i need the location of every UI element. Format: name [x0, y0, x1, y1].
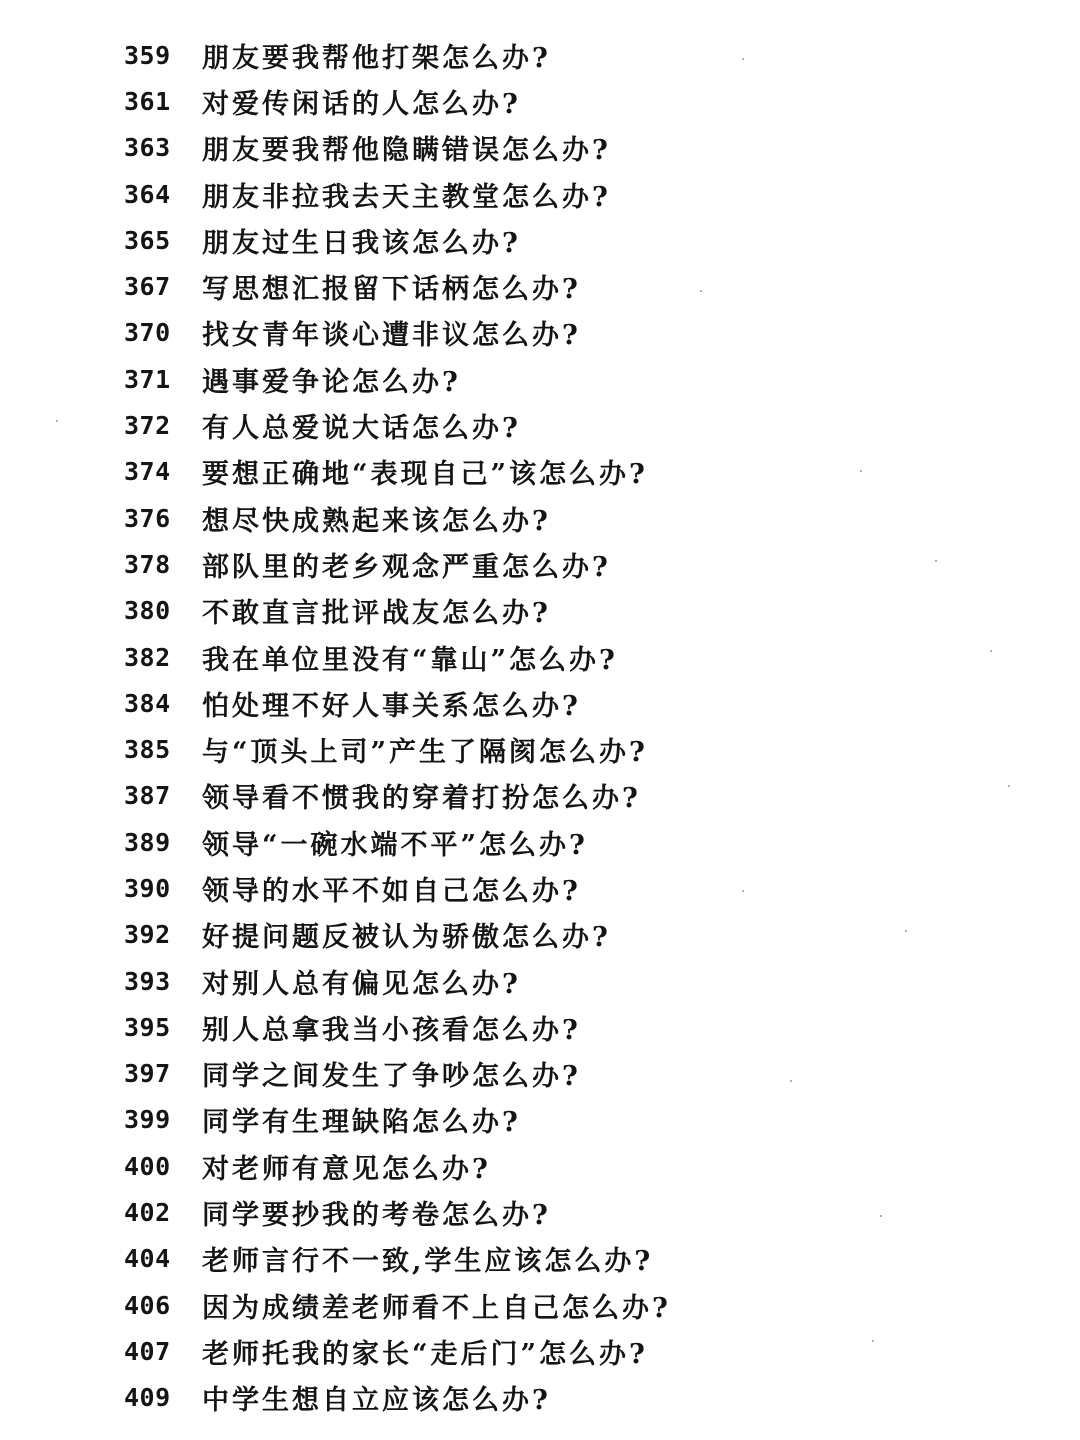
scan-speck — [990, 650, 992, 652]
toc-entry — [124, 634, 1024, 680]
toc-entry — [124, 819, 1024, 865]
entry-title: 同学有生理缺陷怎么办? — [202, 1107, 521, 1139]
entry-title: 有人总爱说大话怎么办? — [202, 413, 521, 445]
toc-entry — [124, 588, 1024, 634]
entry-title: 不敢直言批评战友怎么办? — [202, 598, 551, 630]
toc-entry — [124, 171, 1024, 217]
page-number: 370 — [124, 318, 171, 348]
toc-entry — [124, 1143, 1024, 1189]
toc-entry — [124, 125, 1024, 171]
toc-entry — [124, 32, 1024, 78]
table-of-contents — [124, 32, 1024, 1421]
page-number: 385 — [124, 735, 171, 765]
toc-entry — [124, 217, 1024, 263]
entry-title: 对爱传闲话的人怎么办? — [202, 88, 521, 120]
scan-speck — [880, 1215, 882, 1217]
toc-entry — [124, 1051, 1024, 1097]
entry-title: 部队里的老乡观念严重怎么办? — [202, 551, 611, 583]
entry-title: 领导看不惯我的穿着打扮怎么办? — [202, 783, 641, 815]
entry-title: 领导的水平不如自己怎么办? — [202, 875, 581, 907]
toc-entry — [124, 263, 1024, 309]
page-number: 402 — [124, 1198, 171, 1228]
page-number: 407 — [124, 1336, 171, 1366]
page-number: 367 — [124, 272, 171, 302]
entry-title: 遇事爱争论怎么办? — [202, 366, 461, 398]
entry-title: 我在单位里没有“靠山”怎么办? — [202, 644, 618, 676]
page-number: 371 — [124, 364, 171, 394]
toc-entry — [124, 495, 1024, 541]
scan-speck — [935, 560, 937, 562]
entry-title: 老师言行不一致,学生应该怎么办? — [202, 1246, 654, 1278]
toc-entry — [124, 912, 1024, 958]
page-number: 395 — [124, 1012, 171, 1042]
scan-speck — [700, 290, 702, 292]
page-number: 359 — [124, 40, 171, 70]
toc-entry — [124, 1004, 1024, 1050]
entry-title: 想尽快成熟起来该怎么办? — [202, 505, 551, 537]
entry-title: 因为成绩差老师看不上自己怎么办? — [202, 1292, 671, 1324]
toc-entry — [124, 356, 1024, 402]
toc-entry — [124, 1375, 1024, 1421]
toc-entry — [124, 1097, 1024, 1143]
scan-speck — [1008, 785, 1010, 787]
page-number: 404 — [124, 1244, 171, 1274]
entry-title: 朋友非拉我去天主教堂怎么办? — [202, 181, 611, 213]
page-number: 406 — [124, 1290, 171, 1320]
entry-title: 朋友过生日我该怎么办? — [202, 227, 521, 259]
page-number: 382 — [124, 642, 171, 672]
scan-speck — [790, 1080, 792, 1082]
page-number: 397 — [124, 1059, 171, 1089]
toc-entry — [124, 865, 1024, 911]
toc-entry — [124, 773, 1024, 819]
toc-entry — [124, 680, 1024, 726]
page-number: 361 — [124, 86, 171, 116]
page-number: 365 — [124, 225, 171, 255]
entry-title: 领导“一碗水端不平”怎么办? — [202, 829, 588, 861]
toc-entry — [124, 1189, 1024, 1235]
page-number: 374 — [124, 457, 171, 487]
entry-title: 对别人总有偏见怎么办? — [202, 968, 521, 1000]
page-number: 384 — [124, 688, 171, 718]
scan-speck — [56, 420, 58, 422]
toc-entry — [124, 958, 1024, 1004]
page-number: 389 — [124, 827, 171, 857]
toc-entry — [124, 78, 1024, 124]
page-number: 409 — [124, 1383, 171, 1413]
page-number: 380 — [124, 596, 171, 626]
entry-title: 写思想汇报留下话柄怎么办? — [202, 274, 581, 306]
scan-speck — [742, 58, 744, 60]
entry-title: 同学要抄我的考卷怎么办? — [202, 1200, 551, 1232]
page-number: 372 — [124, 411, 171, 441]
scan-speck — [872, 1340, 874, 1342]
toc-entry — [124, 1328, 1024, 1374]
page-number: 376 — [124, 503, 171, 533]
toc-entry — [124, 541, 1024, 587]
scan-speck — [742, 890, 744, 892]
scan-speck — [905, 930, 907, 932]
entry-title: 要想正确地“表现自己”该怎么办? — [202, 459, 648, 491]
toc-entry — [124, 1236, 1024, 1282]
page-number: 400 — [124, 1151, 171, 1181]
toc-entry — [124, 402, 1024, 448]
entry-title: 朋友要我帮他隐瞒错误怎么办? — [202, 135, 611, 167]
entry-title: 同学之间发生了争吵怎么办? — [202, 1061, 581, 1093]
entry-title: 与“顶头上司”产生了隔阂怎么办? — [202, 737, 648, 769]
page-number: 399 — [124, 1105, 171, 1135]
page-number: 378 — [124, 549, 171, 579]
page-number: 393 — [124, 966, 171, 996]
page-number: 390 — [124, 873, 171, 903]
entry-title: 朋友要我帮他打架怎么办? — [202, 42, 551, 74]
entry-title: 怕处理不好人事关系怎么办? — [202, 690, 581, 722]
toc-entry — [124, 310, 1024, 356]
entry-title: 中学生想自立应该怎么办? — [202, 1385, 551, 1417]
toc-entry — [124, 1282, 1024, 1328]
page-number: 364 — [124, 179, 171, 209]
page-number: 363 — [124, 133, 171, 163]
page-number: 387 — [124, 781, 171, 811]
toc-entry — [124, 449, 1024, 495]
page-number: 392 — [124, 920, 171, 950]
toc-entry — [124, 726, 1024, 772]
entry-title: 好提问题反被认为骄傲怎么办? — [202, 922, 611, 954]
entry-title: 老师托我的家长“走后门”怎么办? — [202, 1338, 648, 1370]
entry-title: 对老师有意见怎么办? — [202, 1153, 491, 1185]
entry-title: 别人总拿我当小孩看怎么办? — [202, 1014, 581, 1046]
scan-speck — [860, 470, 862, 472]
entry-title: 找女青年谈心遭非议怎么办? — [202, 320, 581, 352]
